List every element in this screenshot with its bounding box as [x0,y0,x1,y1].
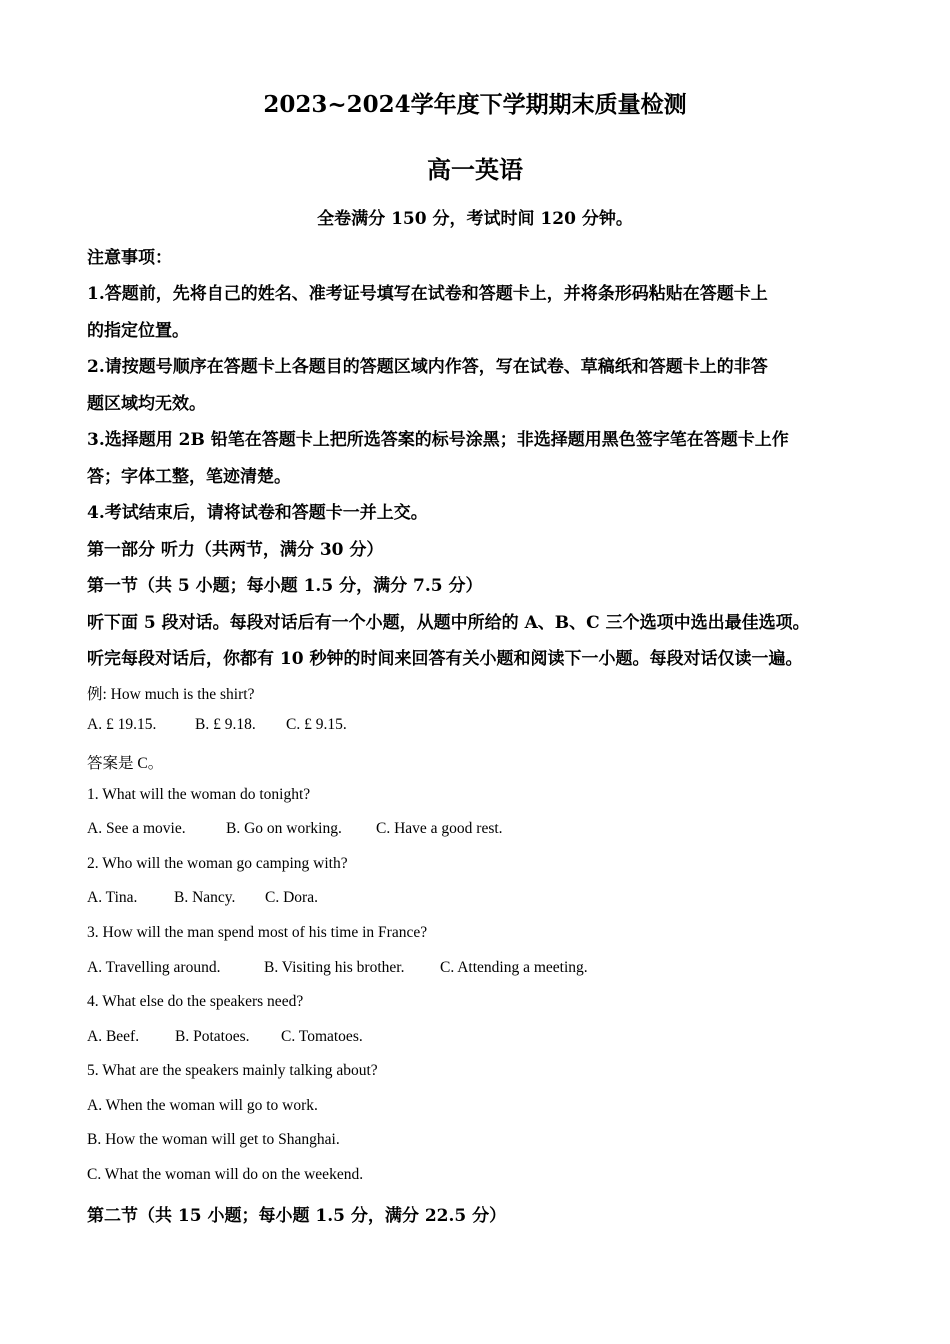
q3-option-c: C. Attending a meeting. [440,959,588,976]
q2-option-c: C. Dora. [265,889,318,906]
question-5: 5. What are the speakers mainly talking about? [87,1062,378,1079]
notes-heading: 注意事项： [87,248,172,268]
example-option-a: A. £ 19.15. [87,716,157,733]
section1-instruction-1: 听下面 5 段对话。每段对话后有一个小题，从题中所给的 A、B、C 三个选项中选出最佳选项。 [87,613,810,633]
exam-title: 2023~2024学年度下学期期末质量检测 [263,91,687,118]
note-1-line-1: 1.答题前，先将自己的姓名、准考证号填写在试卷和答题卡上，并将条形码粘贴在答题卡上 [87,284,768,304]
section1-instruction-2: 听完每段对话后，你都有 10 秒钟的时间来回答有关小题和阅读下一小题。每段对话仅读一遍。 [87,649,803,669]
example-question: 例: How much is the shirt? [87,686,255,703]
q3-option-a: A. Travelling around. [87,959,221,976]
question-4: 4. What else do the speakers need? [87,993,304,1010]
note-2-line-2: 题区域均无效。 [87,394,206,414]
q1-option-b: B. Go on working. [226,820,342,837]
note-2-line-1: 2.请按题号顺序在答题卡上各题目的答题区域内作答，写在试卷、草稿纸和答题卡上的非答 [87,357,768,377]
q4-option-b: B. Potatoes. [175,1028,250,1045]
note-3-line-2: 答；字体工整，笔迹清楚。 [87,467,291,487]
q5-option-c: C. What the woman will do on the weekend. [87,1166,364,1183]
q4-option-c: C. Tomatoes. [281,1028,363,1045]
example-option-c: C. £ 9.15. [286,716,347,733]
question-2-options [87,889,318,907]
note-1-line-2: 的指定位置。 [87,321,189,341]
subject-title: 高一英语 [427,155,523,184]
section2-heading: 第二节（共 15 小题；每小题 1.5 分，满分 22.5 分） [87,1206,507,1226]
question-1: 1. What will the woman do tonight? [87,786,311,803]
example-options [87,716,347,734]
question-2: 2. Who will the woman go camping with? [87,855,348,872]
exam-info: 全卷满分 150 分，考试时间 120 分钟。 [317,209,633,229]
part1-heading: 第一部分 听力（共两节，满分 30 分） [87,540,384,560]
section1-heading: 第一节（共 5 小题；每小题 1.5 分，满分 7.5 分） [87,576,483,596]
q4-option-a: A. Beef. [87,1028,140,1045]
note-4: 4.考试结束后，请将试卷和答题卡一并上交。 [87,503,428,523]
example-option-b: B. £ 9.18. [195,716,256,733]
q5-option-a: A. When the woman will go to work. [87,1097,318,1114]
q1-option-c: C. Have a good rest. [376,820,503,837]
q3-option-b: B. Visiting his brother. [264,959,405,976]
example-answer: 答案是 C。 [87,755,164,772]
q2-option-a: A. Tina. [87,889,138,906]
q1-option-a: A. See a movie. [87,820,186,837]
q5-option-b: B. How the woman will get to Shanghai. [87,1131,340,1148]
question-4-options [87,1028,363,1046]
question-1-options [87,820,503,838]
note-3-line-1: 3.选择题用 2B 铅笔在答题卡上把所选答案的标号涂黑；非选择题用黑色签字笔在答题卡上作 [87,430,789,450]
question-3-options [87,959,588,977]
question-3: 3. How will the man spend most of his time in France? [87,924,428,941]
q2-option-b: B. Nancy. [174,889,236,906]
